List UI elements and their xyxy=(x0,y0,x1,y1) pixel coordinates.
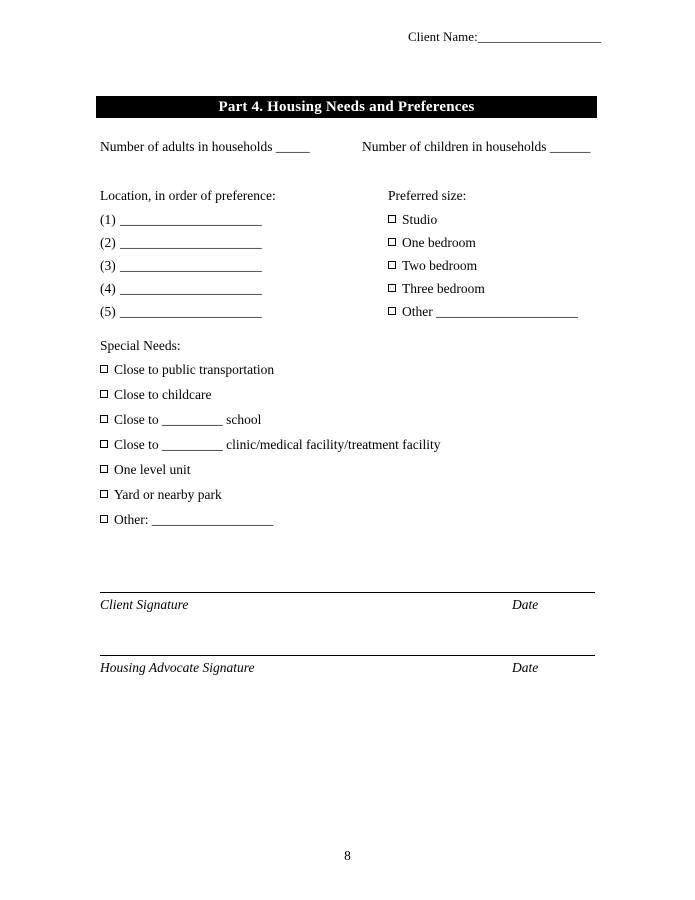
location-number-3: (3) xyxy=(100,258,116,273)
preferred-size-option-label: One bedroom xyxy=(402,235,476,250)
preferred-size-option-one-bedroom[interactable] xyxy=(388,235,603,251)
preferred-size-option-label: Three bedroom xyxy=(402,281,485,296)
section-title-text: Part 4. Housing Needs and Preferences xyxy=(218,98,475,115)
location-heading: Location, in order of preference: xyxy=(100,188,276,203)
special-needs-section xyxy=(100,338,560,537)
client-name-blank-rule: ___________________ xyxy=(477,29,602,44)
special-needs-option-label: Close to public transportation xyxy=(114,362,275,377)
special-needs-option-label: One level unit xyxy=(114,462,191,477)
signature-labels xyxy=(100,660,595,678)
checkbox-icon[interactable] xyxy=(388,284,396,292)
location-line-2[interactable] xyxy=(100,235,370,251)
special-needs-option-label: Yard or nearby park xyxy=(114,487,222,502)
preferred-size-option-two-bedroom[interactable] xyxy=(388,258,603,274)
client-signature-label: Client Signature xyxy=(100,597,189,612)
signature-line[interactable] xyxy=(100,592,595,593)
signature-line[interactable] xyxy=(100,655,595,656)
location-number-2: (2) xyxy=(100,235,116,250)
section-title-banner xyxy=(96,96,597,118)
preferred-size-section xyxy=(388,188,603,327)
location-rule-2: _____________________ xyxy=(120,235,262,250)
advocate-signature-block xyxy=(100,655,595,678)
checkbox-icon[interactable] xyxy=(388,261,396,269)
preferred-size-option-label: Other _____________________ xyxy=(402,304,578,319)
client-date-label: Date xyxy=(512,597,539,612)
adults-count-field[interactable]: Number of adults in households _____ xyxy=(100,139,310,154)
location-rule-5: _____________________ xyxy=(120,304,262,319)
special-needs-option-other[interactable] xyxy=(100,512,560,528)
location-number-1: (1) xyxy=(100,212,116,227)
preferred-size-option-studio[interactable] xyxy=(388,212,603,228)
preferred-size-option-other[interactable] xyxy=(388,304,603,320)
special-needs-option-label: Close to childcare xyxy=(114,387,212,402)
advocate-date-label: Date xyxy=(512,660,539,675)
client-name-label: Client Name: xyxy=(408,29,478,44)
special-needs-option-label: Close to _________ school xyxy=(114,412,262,427)
preferred-size-option-label: Studio xyxy=(402,212,438,227)
location-line-3[interactable] xyxy=(100,258,370,274)
checkbox-icon[interactable] xyxy=(100,365,108,373)
checkbox-icon[interactable] xyxy=(388,238,396,246)
special-needs-option-clinic[interactable] xyxy=(100,437,560,453)
location-rule-3: _____________________ xyxy=(120,258,262,273)
location-preference-section xyxy=(100,188,370,327)
special-needs-option-public-transportation[interactable] xyxy=(100,362,560,378)
special-needs-option-label: Close to _________ clinic/medical facility/treatment facility xyxy=(114,437,441,452)
signature-labels xyxy=(100,597,595,615)
location-line-4[interactable] xyxy=(100,281,370,297)
special-needs-option-label: Other: __________________ xyxy=(114,512,274,527)
checkbox-icon[interactable] xyxy=(100,515,108,523)
location-number-5: (5) xyxy=(100,304,116,319)
checkbox-icon[interactable] xyxy=(100,415,108,423)
location-number-4: (4) xyxy=(100,281,116,296)
preferred-size-option-three-bedroom[interactable] xyxy=(388,281,603,297)
checkbox-icon[interactable] xyxy=(100,390,108,398)
special-needs-heading: Special Needs: xyxy=(100,338,181,353)
client-name-header xyxy=(408,29,601,45)
checkbox-icon[interactable] xyxy=(100,490,108,498)
special-needs-option-childcare[interactable] xyxy=(100,387,560,403)
advocate-signature-label: Housing Advocate Signature xyxy=(100,660,255,675)
location-rule-1: _____________________ xyxy=(120,212,262,227)
page-number: 8 xyxy=(344,848,351,863)
special-needs-option-school[interactable] xyxy=(100,412,560,428)
location-rule-4: _____________________ xyxy=(120,281,262,296)
checkbox-icon[interactable] xyxy=(100,440,108,448)
client-signature-block xyxy=(100,592,595,615)
location-line-1[interactable] xyxy=(100,212,370,228)
checkbox-icon[interactable] xyxy=(388,307,396,315)
checkbox-icon[interactable] xyxy=(100,465,108,473)
preferred-size-option-label: Two bedroom xyxy=(402,258,478,273)
location-line-5[interactable] xyxy=(100,304,370,320)
preferred-size-heading: Preferred size: xyxy=(388,188,467,203)
special-needs-option-one-level-unit[interactable] xyxy=(100,462,560,478)
children-count-field[interactable]: Number of children in households ______ xyxy=(362,139,591,154)
special-needs-option-yard-or-park[interactable] xyxy=(100,487,560,503)
checkbox-icon[interactable] xyxy=(388,215,396,223)
